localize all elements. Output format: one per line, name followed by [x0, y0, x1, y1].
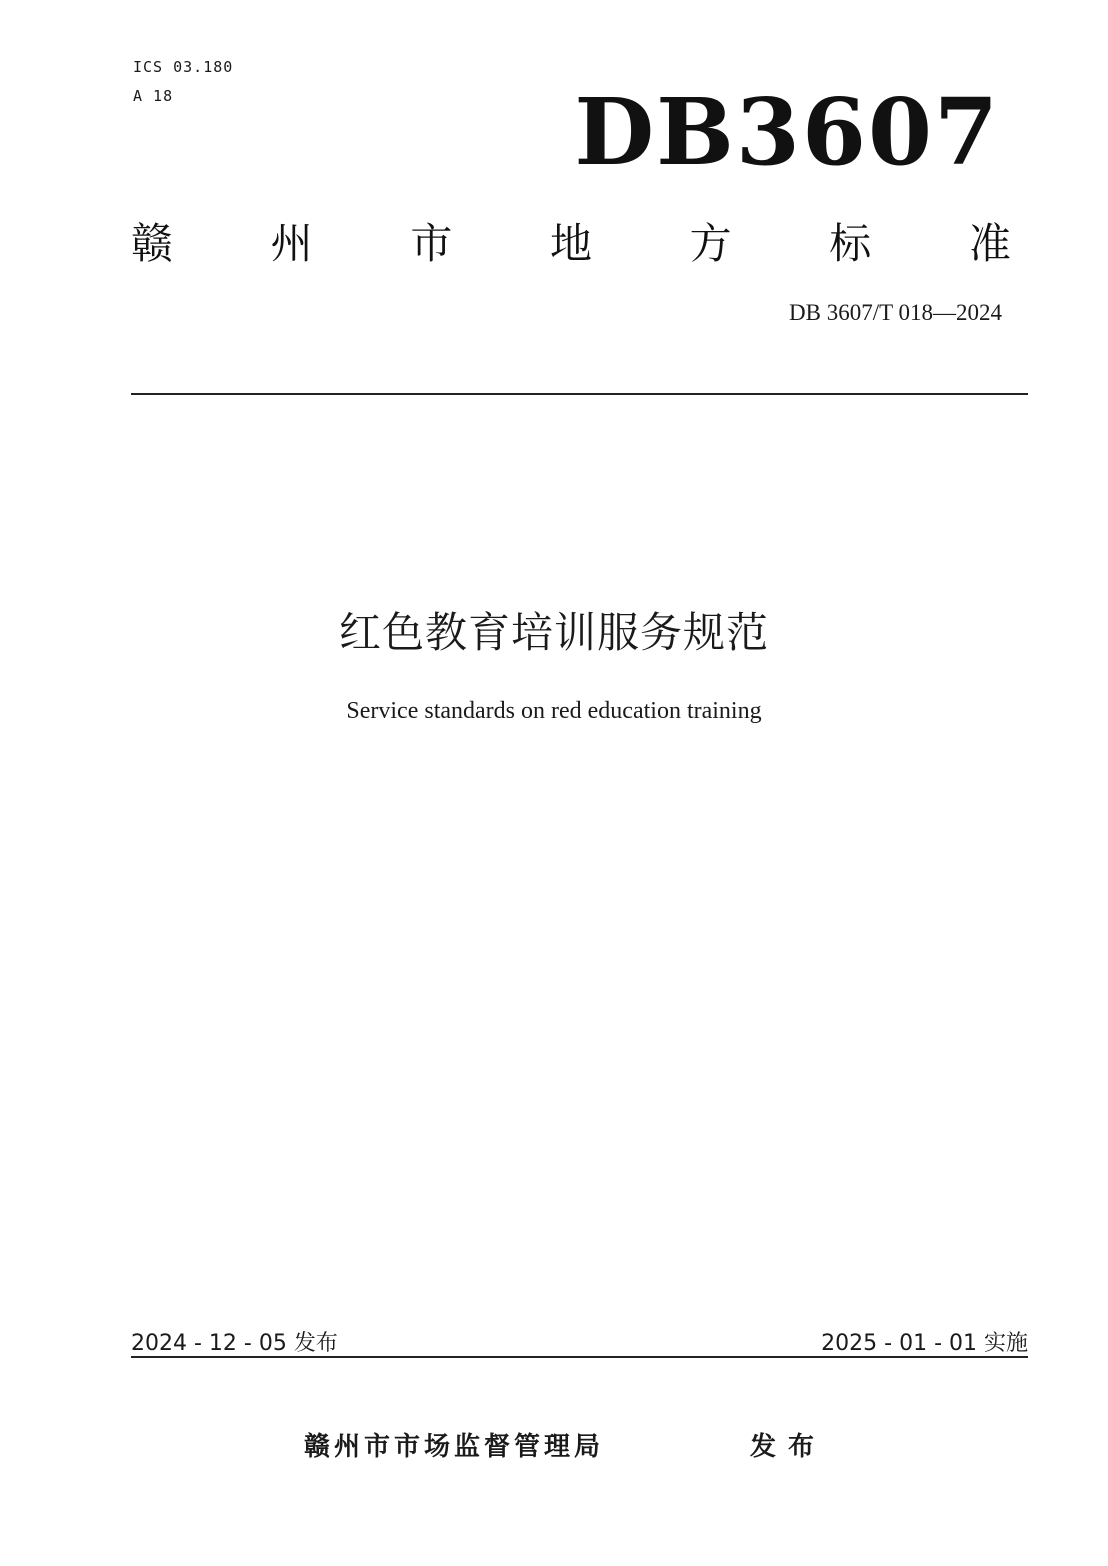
header-divider [131, 393, 1028, 395]
standard-number: DB 3607/T 018—2024 [789, 300, 1002, 325]
ccs-code: A 18 [133, 87, 174, 105]
standard-type-char: 地 [549, 219, 592, 268]
standard-type-char: 赣 [131, 219, 174, 268]
publish-label: 发布 [750, 1432, 827, 1462]
issue-date: 2024 - 12 - 05 发布 [131, 1331, 338, 1356]
document-title-chinese: 红色教育培训服务规范 [338, 608, 769, 657]
ics-code: ICS 03.180 [133, 58, 234, 76]
publisher-name: 赣州市市场监督管理局 [304, 1432, 605, 1462]
standard-type-heading [131, 214, 1011, 274]
implementation-date: 2025 - 01 - 01 实施 [821, 1331, 1028, 1356]
footer-divider [131, 1356, 1028, 1358]
standard-type-char: 州 [270, 219, 313, 268]
db-standard-mark: DB3607 [574, 78, 1000, 186]
standard-type-char: 标 [829, 219, 872, 268]
standard-type-char: 准 [968, 219, 1011, 268]
standard-type-char: 市 [410, 219, 453, 268]
document-title-english: Service standards on red education training [346, 698, 762, 724]
standard-type-char: 方 [689, 219, 732, 268]
